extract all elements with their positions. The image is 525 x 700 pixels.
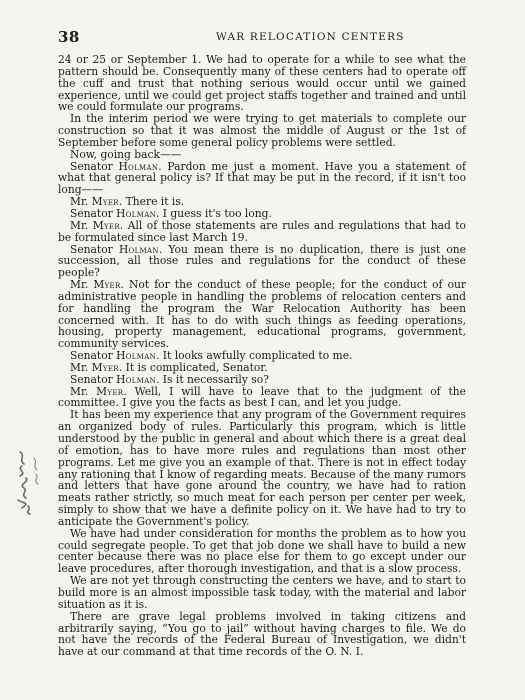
text-run: Senator <box>70 242 119 256</box>
text-run: . Well, I will have to leave that to the judgment of the committee. I give you the facts as best I can, and let you judge. <box>58 384 466 410</box>
paragraph <box>58 279 466 350</box>
text-run: We have had under consideration for months the problem as to how you could segregate people. To get that job done we shall have to build a new center because there was no place else for them to go except under our leave procedures, after thorough investigation, and that is a slow process. <box>58 526 466 576</box>
text-run: Now, going back—— <box>70 147 182 161</box>
paragraph <box>58 528 466 575</box>
text-run: There are grave legal problems involved in taking citizens and arbitrarily saying, “You go to jail” without having charges to file. We do not have the records of the Federal Bureau of Investigation, we didn't have at our command at that time records of the O. N. I. <box>58 609 466 659</box>
running-head: WAR RELOCATION CENTERS <box>216 31 405 43</box>
speaker-name: Myer <box>91 195 119 209</box>
text-run: It has been my experience that any program of the Government requires an organized body of rules. Particularly this program, which is little understood by the public in general and about which there is a great deal of emotion, has to have more rules and regulations than most other programs. Let me give you an example of that. There is not in effect today any rationing that I know of regarding meats. Because of the many rumors and letters that have gone around the country, we have had to ration meats rather strictly, so much meat for each person per center per week, simply to show that we have a definite policy on it. We have had to try to anticipate the Government's policy. <box>58 408 466 528</box>
speaker-name: Myer <box>92 218 120 232</box>
text-run: . Is it necessarily so? <box>156 372 269 386</box>
text-run: . You mean there is no duplication, there is just one succession, all those rules and regulations for the conduct of these people? <box>58 242 466 280</box>
text-run: Mr. <box>70 384 97 398</box>
handwritten-pencil-note-icon <box>12 448 48 518</box>
paragraph <box>58 113 466 149</box>
speaker-name: Holman <box>116 206 156 220</box>
text-run: 24 or 25 or September 1. We had to operate for a while to see what the pattern should be. Consequently many of these centers had to operate off the cuff and trust that nothing serious would occur until we gained experience, until we could get project staffs together and trained and until we could formulate our programs. <box>58 53 466 114</box>
paragraph <box>58 386 466 410</box>
text-run: . Not for the conduct of these people; for the conduct of our administrative people in handling the problems of relocation centers and for handling the program the War Relocation Authority has been concerned with. It has to do with such things as feeding operations, housing, property management, educational programs, government, community services. <box>58 278 467 351</box>
text-run: Mr. <box>70 218 93 232</box>
text-run: Mr. <box>70 195 92 209</box>
speaker-name: Myer <box>96 384 124 398</box>
text-run: Senator <box>70 159 119 173</box>
paragraph <box>58 220 466 244</box>
paragraph <box>58 244 466 280</box>
paragraph <box>58 611 466 658</box>
paragraph <box>58 161 466 197</box>
text-run: . It is complicated, Senator. <box>118 360 268 374</box>
paragraph <box>58 409 466 527</box>
speaker-name: Holman <box>116 372 156 386</box>
text-run: Senator <box>70 349 117 363</box>
text-run: . There it is. <box>118 195 185 209</box>
speaker-name: Holman <box>118 159 159 173</box>
text-run: Mr. <box>70 360 92 374</box>
paragraph <box>58 575 466 611</box>
speaker-name: Myer <box>91 360 119 374</box>
text-run: . It looks awfully complicated to me. <box>156 349 353 363</box>
text-run: Mr. <box>70 278 94 292</box>
text-run: Senator <box>70 206 117 220</box>
text-run: We are not yet through constructing the centers we have, and to start to build more is an almost impossible task today, with the material and labor situation as it is. <box>58 574 466 611</box>
speaker-name: Myer <box>93 278 121 292</box>
body-text <box>58 54 466 658</box>
text-run: Senator <box>70 372 117 386</box>
text-run: . Pardon me just a moment. Have you a statement of what that general policy is? If that may be put in the record, if it isn't too long—— <box>58 159 466 197</box>
speaker-name: Holman <box>116 349 156 363</box>
page-header <box>58 28 466 48</box>
text-run: . I guess it's too long. <box>156 206 272 220</box>
text-run: In the interim period we were trying to get materials to complete our construction so that it was almost the middle of August or the 1st of September before some general policy problems were settled. <box>58 112 466 149</box>
text-run: . All of those statements are rules and regulations that had to be formulated since last March 19. <box>58 218 466 244</box>
page-number: 38 <box>58 28 80 46</box>
speaker-name: Holman <box>118 242 159 256</box>
paragraph <box>58 54 466 113</box>
